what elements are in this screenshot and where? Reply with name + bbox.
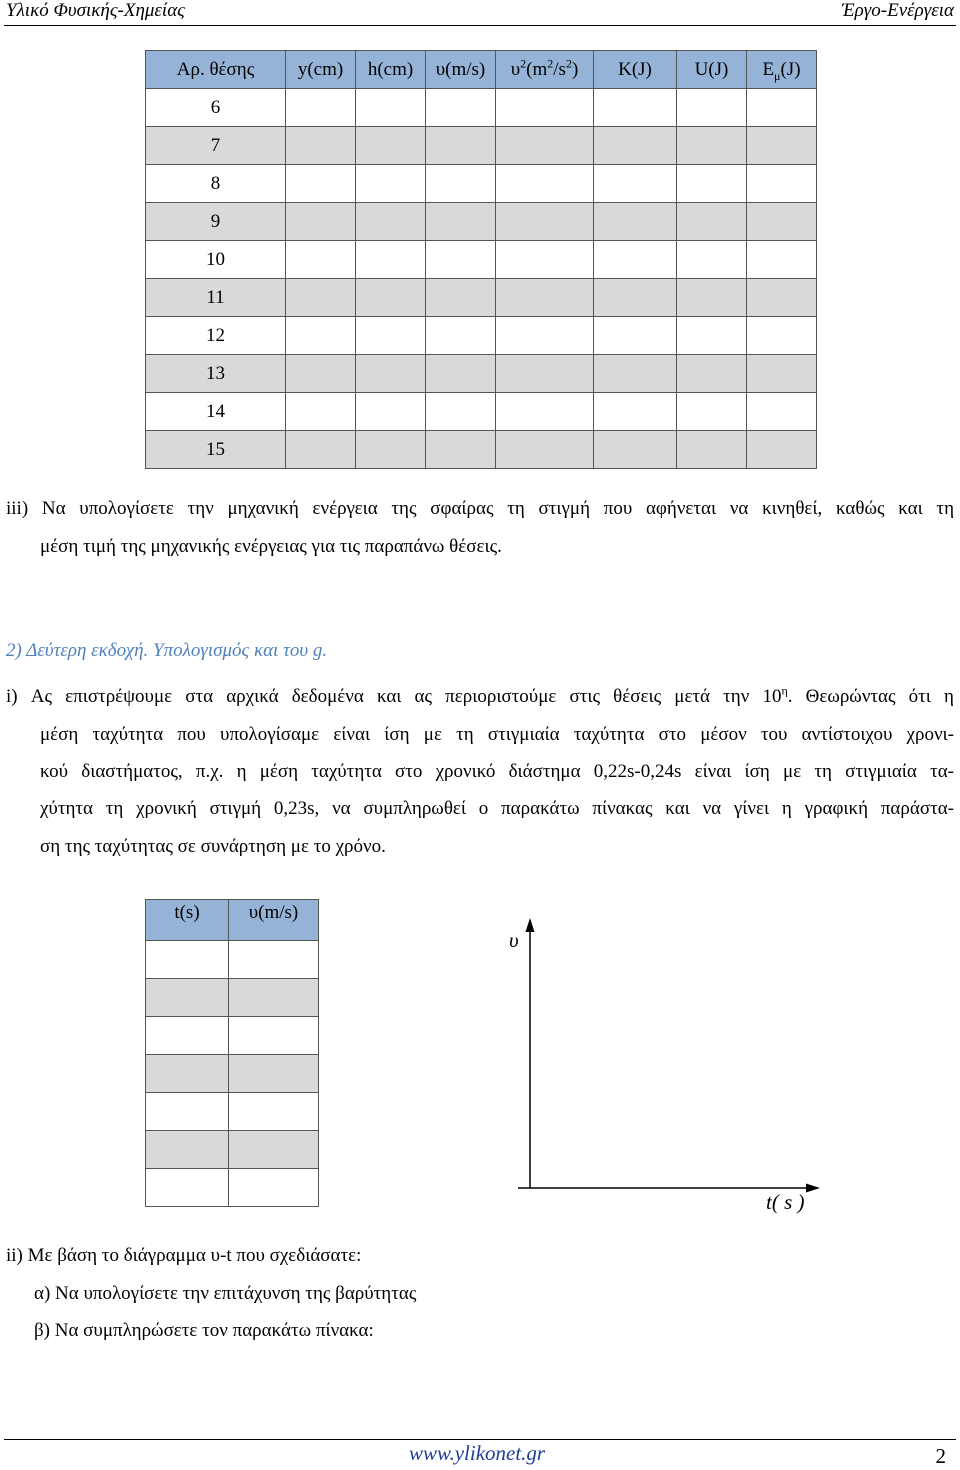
table-row [146, 279, 817, 317]
positions-table-header [146, 51, 817, 89]
page-number: 2 [935, 1444, 946, 1468]
y-axis-arrow [526, 918, 535, 932]
col-v: υ(m/s) [426, 51, 496, 89]
table-row [146, 1055, 319, 1093]
table-row [146, 127, 817, 165]
col-velocity: υ(m/s) [229, 900, 319, 941]
question-ii-b: β) Να συμπληρώσετε τον παρακάτω πίνακα: [34, 1320, 374, 1341]
position-number: 7 [146, 127, 286, 165]
x-axis-arrow [806, 1184, 820, 1193]
position-number: 14 [146, 393, 286, 431]
table-row [146, 979, 319, 1017]
table-row [146, 89, 817, 127]
section-heading: 2) Δεύτερη εκδοχή. Υπολογισμός και του g. [6, 640, 328, 661]
section2-line3: κού διαστήματος, π.χ. η μέση ταχύτητα στο χρονικό διάστημα 0,22s-0,24s είναι ίση με τη στιγμιαία τα- [40, 761, 954, 782]
header-divider [4, 25, 956, 26]
footer-divider [4, 1439, 956, 1440]
table-row [146, 241, 817, 279]
position-number: 13 [146, 355, 286, 393]
table-row [146, 393, 817, 431]
col-time: t(s) [146, 900, 229, 941]
table-row [146, 431, 817, 469]
table-row [146, 165, 817, 203]
website-link[interactable]: www.ylikonet.gr [409, 1441, 546, 1465]
table-row [146, 355, 817, 393]
table-row [146, 1131, 319, 1169]
position-number: 8 [146, 165, 286, 203]
position-number: 12 [146, 317, 286, 355]
question-ii-a: α) Να υπολογίσετε την επιτάχυνση της βαρύτητας [34, 1283, 417, 1304]
table-row [146, 1017, 319, 1055]
table-row [146, 941, 319, 979]
positions-table [145, 50, 817, 469]
header-topic: Έργο-Ενέργεια [841, 0, 954, 21]
empty-v-t-axes [500, 905, 830, 1200]
position-number: 6 [146, 89, 286, 127]
col-v-squared: $\upsilon^2(m^2/s^2)$ [496, 51, 594, 89]
header-subject: Υλικό Φυσικής-Χημείας [6, 0, 185, 21]
question-iii-line1: iii) Να υπολογίσετε την μηχανική ενέργεια της σφαίρας τη στιγμή που αφήνεται να κινηθεί, καθώς και τη [6, 498, 954, 519]
section2-line1: i) Ας επιστρέψουμε στα αρχικά δεδομένα και ας περιοριστούμε στις θέσεις μετά την $10^\eta$. Θεωρώντας ότι η [6, 683, 954, 707]
col-kinetic: K(J) [594, 51, 677, 89]
position-number: 10 [146, 241, 286, 279]
col-position: Αρ. θέσης [146, 51, 286, 89]
col-mechanical: $E_\mu(J)$ [747, 51, 817, 89]
question-ii: ii) Με βάση το διάγραμμα υ-t που σχεδιάσατε: [6, 1245, 362, 1266]
table-row [146, 317, 817, 355]
col-h: h(cm) [356, 51, 426, 89]
table-row [146, 1093, 319, 1131]
y-axis-label: υ [509, 928, 519, 952]
time-velocity-header [146, 900, 319, 941]
time-velocity-table [145, 899, 319, 1207]
table-row [146, 203, 817, 241]
section2-line4: χύτητα τη χρονική στιγμή 0,23s, να συμπληρωθεί ο παρακάτω πίνακας και να γίνει η γραφική παράστα- [40, 798, 954, 819]
col-y: y(cm) [286, 51, 356, 89]
table-row [146, 1169, 319, 1207]
position-number: 9 [146, 203, 286, 241]
x-axis-label: t( s ) [766, 1190, 805, 1214]
position-number: 11 [146, 279, 286, 317]
section2-line5: ση της ταχύτητας σε συνάρτηση με το χρόνο. [40, 836, 386, 857]
section2-line2: μέση ταχύτητα που υπολογίσαμε είναι ίση με τη στιγμιαία ταχύτητα στο μέσον του αντίστοιχου χρονι- [40, 724, 954, 745]
col-potential: U(J) [677, 51, 747, 89]
position-number: 15 [146, 431, 286, 469]
question-iii-line2: μέση τιμή της μηχανικής ενέργειας για τις παραπάνω θέσεις. [40, 536, 502, 557]
